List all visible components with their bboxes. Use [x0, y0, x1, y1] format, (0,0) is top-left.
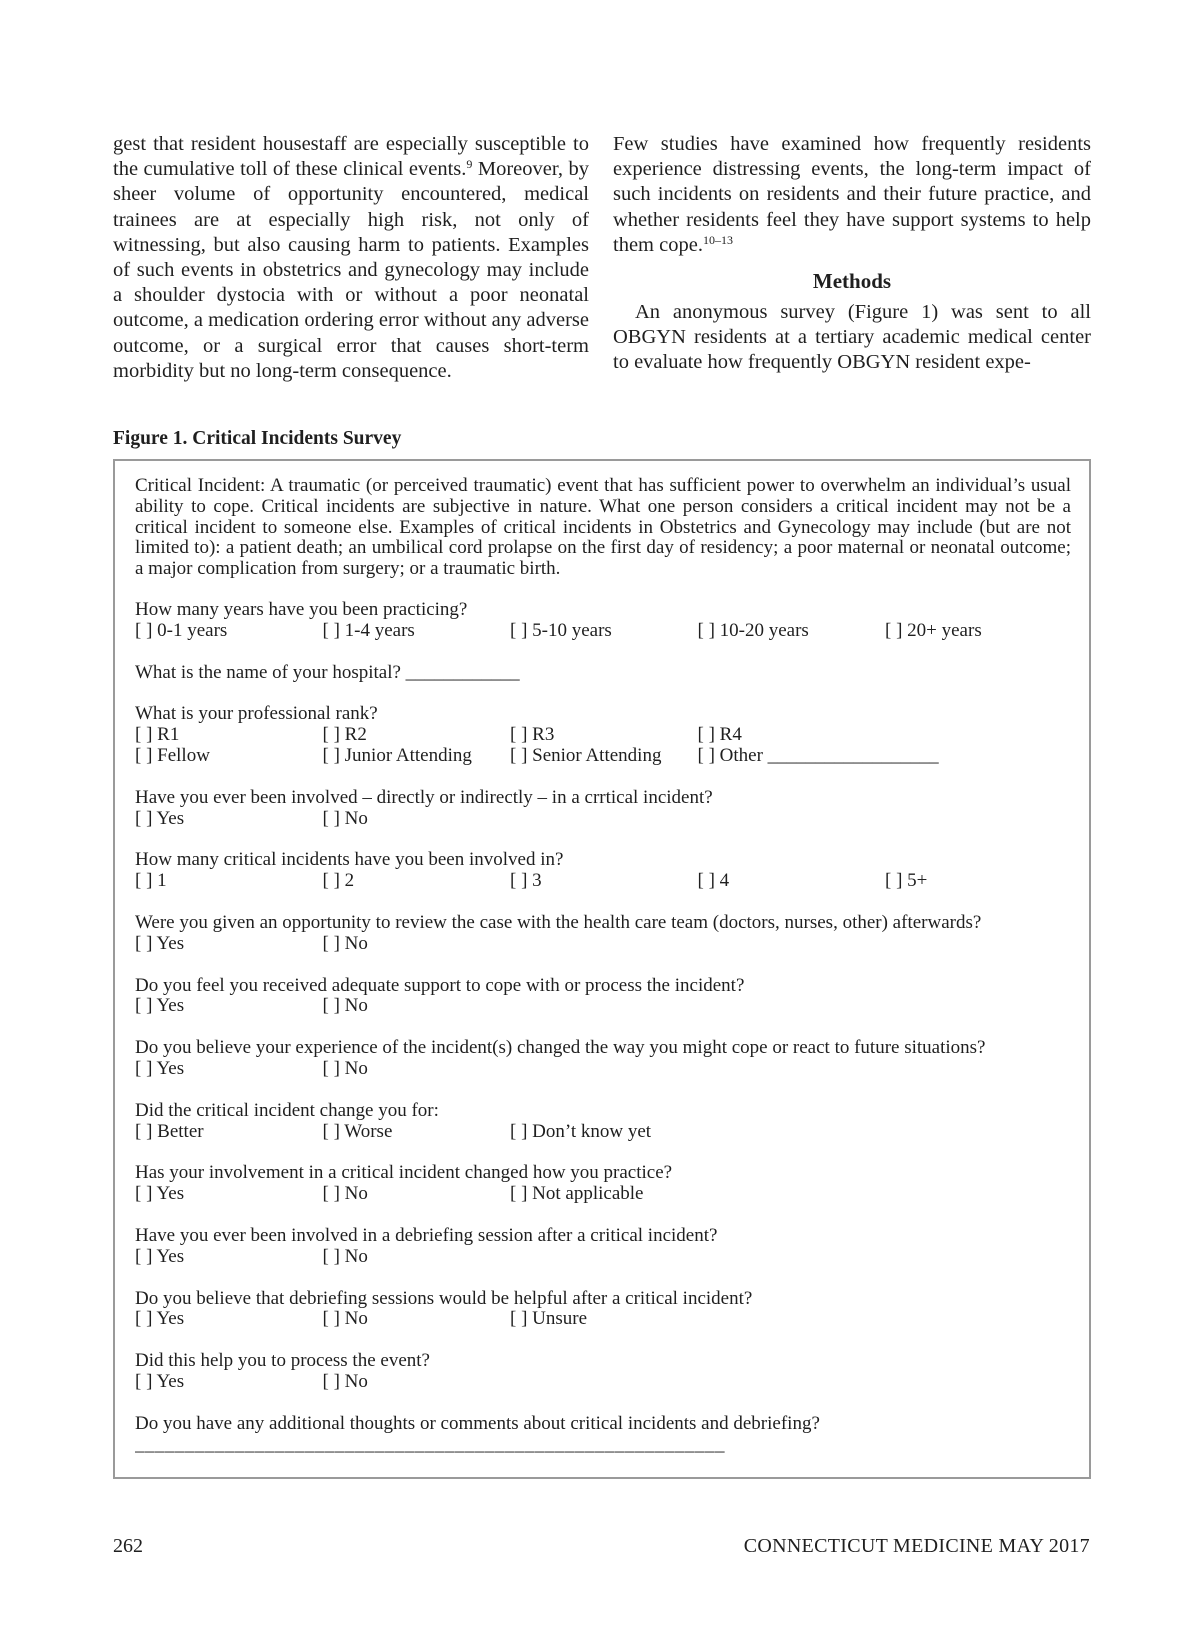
- question-text: What is your professional rank?: [135, 703, 378, 725]
- checkbox-option[interactable]: [ ] Senior Attending: [510, 744, 662, 766]
- survey-questions: [135, 600, 1071, 1393]
- option-row: [135, 1122, 1071, 1143]
- right-column-paragraph: [613, 132, 1091, 258]
- checkbox-option[interactable]: [ ] No: [322, 1183, 368, 1205]
- journal-footer: CONNECTICUT MEDICINE MAY 2017: [743, 1535, 1090, 1557]
- survey-question: [135, 1101, 1071, 1143]
- checkbox-option[interactable]: [ ] Better: [135, 1120, 204, 1142]
- left-column-text: gest that resident housestaff are especially susceptible to the cumulative toll of these clinical events.: [113, 133, 589, 181]
- checkbox-option[interactable]: [ ] 4: [697, 870, 730, 892]
- option-row: [135, 996, 1071, 1017]
- comment-blank-line[interactable]: ___________________________________________________________: [135, 1434, 725, 1455]
- methods-heading: Methods: [812, 269, 892, 294]
- checkbox-option[interactable]: [ ] 1-4 years: [322, 619, 415, 641]
- checkbox-option[interactable]: [ ] 2: [322, 870, 355, 892]
- survey-question: [135, 663, 1071, 684]
- question-text: Were you given an opportunity to review the case with the health care team (doctors, nurses, other) afterwards?: [135, 911, 982, 933]
- option-row: [135, 1247, 1071, 1268]
- option-row: [135, 809, 1071, 830]
- checkbox-option[interactable]: [ ] Yes: [135, 1308, 185, 1330]
- checkbox-option[interactable]: [ ] Yes: [135, 1370, 185, 1392]
- option-row: [135, 746, 1071, 767]
- survey-question: [135, 600, 1071, 642]
- final-question: [135, 1414, 1071, 1456]
- survey-question: [135, 1038, 1071, 1080]
- checkbox-option[interactable]: [ ] No: [322, 932, 368, 954]
- survey-box: [113, 459, 1091, 1479]
- checkbox-option[interactable]: [ ] 0-1 years: [135, 619, 228, 641]
- option-row: [135, 1059, 1071, 1080]
- option-row: [135, 1309, 1071, 1330]
- checkbox-option[interactable]: [ ] Yes: [135, 807, 185, 829]
- option-row: [135, 1372, 1071, 1393]
- option-row: [135, 934, 1071, 955]
- critical-incident-definition: Critical Incident: A traumatic (or perceived traumatic) event that has sufficient power to overwhelm an individual’s usual ability to cope. Critical incidents are subjective in nature. What one person considers a critical incident may not be a critical incident to someone else. Examples of critical incidents in Obstetrics and Gynecology may include (but are not limited to): a patient death; an umbilical cord prolapse on the first day of residency; a poor maternal or neonatal outcome; a major complication from surgery; or a traumatic birth.: [135, 475, 1071, 580]
- question-text: What is the name of your hospital? ____________: [135, 661, 520, 683]
- figure-caption: Figure 1. Critical Incidents Survey: [113, 428, 402, 449]
- citation-ref: 9: [466, 157, 473, 172]
- survey-question: [135, 850, 1071, 892]
- checkbox-option[interactable]: [ ] Don’t know yet: [510, 1120, 652, 1142]
- checkbox-option[interactable]: [ ] Yes: [135, 1183, 185, 1205]
- left-column: [113, 132, 589, 384]
- right-column: [613, 132, 1091, 376]
- left-column-paragraph: [113, 132, 589, 384]
- checkbox-option[interactable]: [ ] 5-10 years: [510, 619, 612, 641]
- checkbox-option[interactable]: [ ] Unsure: [510, 1308, 588, 1330]
- checkbox-option[interactable]: [ ] Worse: [322, 1120, 393, 1142]
- survey-question: [135, 1289, 1071, 1331]
- checkbox-option[interactable]: [ ] Yes: [135, 995, 185, 1017]
- survey-question: [135, 704, 1071, 766]
- question-text: How many critical incidents have you been involved in?: [135, 849, 564, 871]
- question-text: Has your involvement in a critical incident changed how you practice?: [135, 1162, 673, 1184]
- checkbox-option[interactable]: [ ] R1: [135, 724, 180, 746]
- checkbox-option[interactable]: [ ] Junior Attending: [322, 744, 472, 766]
- survey-question: [135, 1163, 1071, 1205]
- checkbox-option[interactable]: [ ] No: [322, 1308, 368, 1330]
- question-text: Do you believe your experience of the incident(s) changed the way you might cope or react to future situations?: [135, 1037, 986, 1059]
- option-row: [135, 1184, 1071, 1205]
- question-text: How many years have you been practicing?: [135, 598, 468, 620]
- checkbox-option[interactable]: [ ] 1: [135, 870, 167, 892]
- checkbox-option[interactable]: [ ] No: [322, 1245, 368, 1267]
- checkbox-option[interactable]: [ ] R3: [510, 724, 555, 746]
- checkbox-option[interactable]: [ ] No: [322, 995, 368, 1017]
- checkbox-option[interactable]: [ ] 10-20 years: [697, 619, 809, 641]
- citation-ref: 10–13: [702, 232, 733, 247]
- checkbox-option[interactable]: [ ] Yes: [135, 1245, 185, 1267]
- checkbox-option[interactable]: [ ] 5+: [885, 870, 928, 892]
- survey-question: [135, 976, 1071, 1018]
- checkbox-option[interactable]: [ ] Fellow: [135, 744, 210, 766]
- question-text: Do you feel you received adequate support to cope with or process the incident?: [135, 974, 745, 996]
- question-text: Did this help you to process the event?: [135, 1350, 430, 1372]
- question-text: Did the critical incident change you for:: [135, 1099, 439, 1121]
- checkbox-option[interactable]: [ ] Not applicable: [510, 1183, 644, 1205]
- question-text: Have you ever been involved – directly or indirectly – in a crrtical incident?: [135, 786, 713, 808]
- survey-question: [135, 788, 1071, 830]
- checkbox-option[interactable]: [ ] 3: [510, 870, 542, 892]
- checkbox-option[interactable]: [ ] 20+ years: [885, 619, 982, 641]
- question-text: Do you have any additional thoughts or comments about critical incidents and debriefing?: [135, 1412, 820, 1434]
- methods-paragraph: An anonymous survey (Figure 1) was sent to all OBGYN residents at a tertiary academic medical center to evaluate how frequently OBGYN resident expe-: [613, 301, 1091, 374]
- checkbox-option[interactable]: [ ] No: [322, 1057, 368, 1079]
- option-row: [135, 725, 1071, 746]
- checkbox-option[interactable]: [ ] R4: [697, 724, 742, 746]
- page-number: 262: [113, 1535, 143, 1557]
- checkbox-option[interactable]: [ ] No: [322, 1370, 368, 1392]
- survey-question: [135, 913, 1071, 955]
- left-column-text-2: Moreover, by sheer volume of opportunity encountered, medical trainees are at especially high risk, not only of witnessing, but also causing harm to patients. Examples of such events in obstetrics and gynecology may include a shoulder dystocia with or without a poor neonatal outcome, a medication ordering error without any adverse outcome, or a surgical error that causes short-term morbidity but no long-term consequence.: [113, 158, 589, 382]
- option-row: [135, 871, 1071, 892]
- survey-question: [135, 1351, 1071, 1393]
- checkbox-option[interactable]: [ ] Yes: [135, 1057, 185, 1079]
- checkbox-option[interactable]: [ ] No: [322, 807, 368, 829]
- checkbox-option[interactable]: [ ] R2: [322, 724, 367, 746]
- checkbox-option[interactable]: [ ] Yes: [135, 932, 185, 954]
- survey-question: [135, 1226, 1071, 1268]
- question-text: Have you ever been involved in a debriefing session after a critical incident?: [135, 1224, 718, 1246]
- option-row: [135, 621, 1071, 642]
- question-text: Do you believe that debriefing sessions would be helpful after a critical incident?: [135, 1287, 753, 1309]
- checkbox-option[interactable]: [ ] Other __________________: [697, 744, 939, 766]
- right-column-text: Few studies have examined how frequently residents experience distressing events, the long-term impact of such incidents on residents and their future practice, and whether residents feel they have support systems to help them cope.: [613, 133, 1091, 256]
